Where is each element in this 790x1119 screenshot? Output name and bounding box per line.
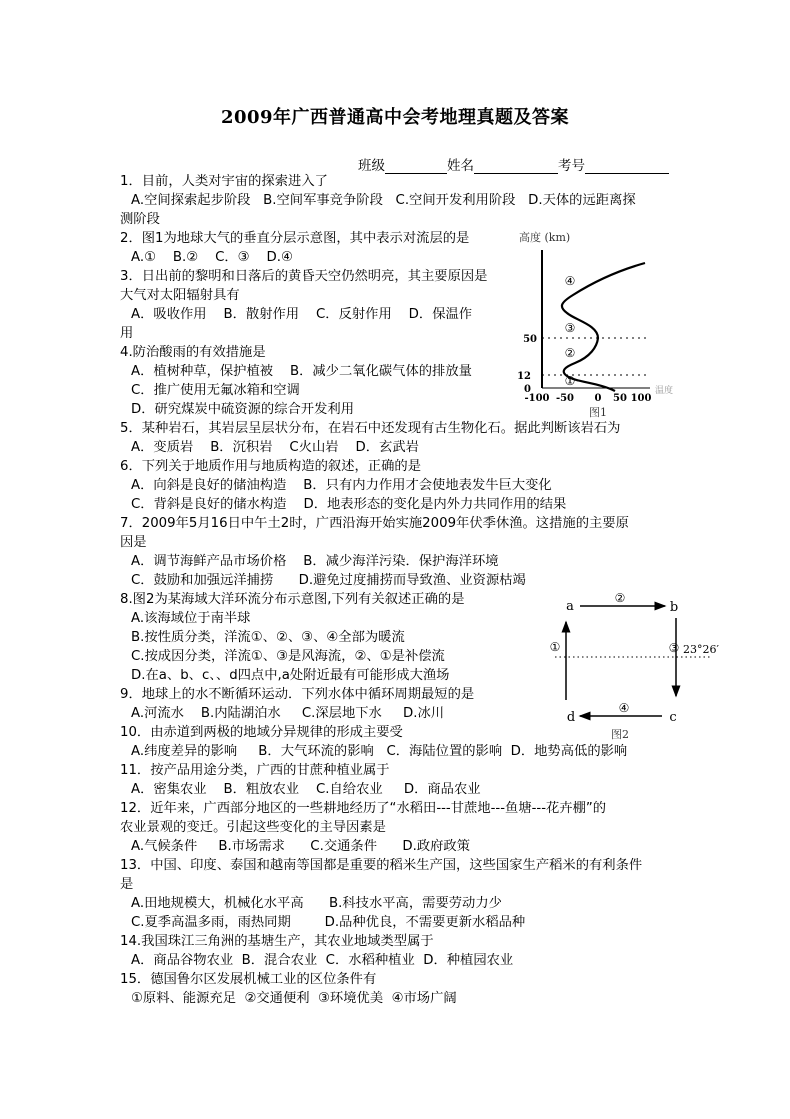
question-1-stem: 1．目前，人类对宇宙的探索进入了 (120, 174, 328, 189)
figure-1-atmosphere-chart (505, 225, 695, 425)
question-15-options: ①原料、能源充足 ②交通便利 ③环境优美 ④市场广阔 (131, 991, 457, 1006)
point-a: a (566, 599, 574, 614)
question-4-options: A．植树种草，保护植被 B．减少二氧化碳气体的排放量 (131, 364, 472, 379)
figure-1-caption: 图1 (589, 406, 607, 419)
x-tick: 50 (613, 393, 627, 404)
point-c: c (669, 710, 677, 725)
question-9-stem: 9．地球上的水不断循环运动．下列水体中循环周期最短的是 (120, 687, 475, 702)
question-2-options: A.① B.② C．③ D.④ (131, 250, 293, 265)
latitude-label: 23°26′ (683, 643, 719, 656)
x-tick: -50 (555, 393, 575, 404)
question-6-stem: 6．下列关于地质作用与地质构造的叙述，正确的是 (120, 459, 421, 474)
figure-1-x-label: 温度 (655, 386, 674, 396)
layer-label-4: ④ (564, 274, 576, 288)
question-8-options: A.该海域位于南半球 (131, 611, 251, 626)
figure-2-caption: 图2 (611, 728, 629, 741)
student-info-line (358, 154, 669, 174)
question-3-continuation: 用 (120, 326, 134, 341)
question-8-options: D.在a、b、c、、d四点中,a处附近最有可能形成大渔场 (131, 668, 450, 683)
question-13-stem: 13．中国、印度、泰国和越南等国都是重要的稻米生产国，这些国家生产稻米的有利条件 (120, 858, 643, 873)
question-14-stem: 14.我国珠江三角洲的基塘生产，其农业地域类型属于 (120, 934, 434, 949)
x-tick: 100 (630, 393, 652, 404)
question-14-options: A．商品谷物农业 B．混合农业 C．水稻种植业 D．种植园农业 (131, 953, 514, 968)
y-tick-50: 50 (523, 334, 537, 345)
question-1-continuation: 测阶段 (120, 212, 160, 227)
question-11-options: A．密集农业 B．粗放农业 C.自给农业 D．商品农业 (131, 782, 481, 797)
question-12-stem: 农业景观的变迁。引起这些变化的主导因素是 (120, 820, 386, 835)
question-12-stem: 12．近年来，广西部分地区的一些耕地经历了“水稻田---甘蔗地---鱼塘---花卉棚”的 (120, 801, 607, 816)
question-4-options: D．研究煤炭中硫资源的综合开发利用 (131, 402, 354, 417)
question-6-options: C．背斜是良好的储水构造 D．地表形态的变化是内外力共同作用的结果 (131, 497, 567, 512)
current-label-4: ④ (618, 701, 630, 715)
figure-1-y-label: 高度 (km) (519, 231, 571, 244)
question-7-stem: 因是 (120, 535, 147, 550)
question-3-options: A．吸收作用 B．散射作用 C．反射作用 D．保温作 (131, 307, 473, 322)
question-10-stem: 10．由赤道到两极的地域分异规律的形成主要受 (120, 725, 403, 740)
question-8-options: C.按成因分类，洋流①、③是风海流，②、①是补偿流 (131, 649, 445, 664)
point-b: b (669, 600, 679, 615)
question-5-stem: 5．某种岩石，其岩层呈层状分布，在岩石中还发现有古生物化石。据此判断该岩石为 (120, 421, 621, 436)
question-13-options: A.田地规模大，机械化水平高 B.科技水平高，需要劳动力少 (131, 896, 502, 911)
question-6-options: A．向斜是良好的储油构造 B．只有内力作用才会使地表发牛巨大变化 (131, 478, 552, 493)
x-tick: 0 (594, 393, 602, 404)
x-tick: -100 (524, 393, 550, 404)
y-tick-0: 0 (524, 384, 531, 395)
page-title: 2009年广西普通高中会考地理真题及答案 (220, 107, 570, 128)
figure-2-ocean-current-diagram (540, 588, 790, 743)
current-label-3: ③ (668, 641, 680, 655)
question-2-stem: 2．图1为地球大气的垂直分层示意图，其中表示对流层的是 (120, 231, 470, 246)
question-8-stem: 8.图2为某海域大洋环流分布示意图,下列有关叙述正确的是 (120, 592, 465, 607)
question-9-options: A.河流水 B.内陆湖泊水 C.深层地下水 D.冰川 (131, 706, 445, 721)
question-13-options: C.夏季高温多雨，雨热同期 D.品种优良，不需要更新水稻品种 (131, 915, 526, 930)
question-8-options: B.按性质分类，洋流①、②、③、④全部为暖流 (131, 630, 405, 645)
layer-label-2: ② (564, 346, 576, 360)
question-4-options: C．推广使用无氟冰箱和空调 (131, 383, 300, 398)
id-label: 考号 (558, 158, 585, 174)
question-4-stem: 4.防治酸雨的有效措施是 (120, 345, 266, 360)
layer-label-1: ① (564, 374, 576, 388)
question-3-stem: 大气对太阳辐射具有 (120, 288, 240, 303)
question-3-stem: 3．日出前的黎明和日落后的黄昏天空仍然明亮，其主要原因是 (120, 269, 488, 284)
current-label-1: ① (549, 640, 561, 654)
question-7-options: C．鼓励和加强远洋捕捞 D.避免过度捕捞而导致渔、业资源枯竭 (131, 573, 526, 588)
name-label: 姓名 (447, 158, 474, 174)
question-15-stem: 15．德国鲁尔区发展机械工业的区位条件有 (120, 972, 377, 987)
class-label: 班级 (358, 158, 385, 174)
question-7-stem: 7．2009年5月16日中午土2时，广西沿海开始实施2009年伏季休渔。这措施的主要原 (120, 516, 629, 531)
question-12-options: A.气候条件 B.市场需求 C.交通条件 D.政府政策 (131, 839, 471, 854)
question-11-stem: 11．按产品用途分类，广西的甘蔗种植业属于 (120, 763, 390, 778)
question-5-options: A．变质岩 B．沉积岩 C火山岩 D．玄武岩 (131, 440, 419, 455)
current-label-2: ② (614, 591, 626, 605)
question-7-options: A．调节海鲜产品市场价格 B．减少海洋污染．保护海洋环境 (131, 554, 499, 569)
question-1-options: A.空间探索起步阶段 B.空间军事竞争阶段 C.空间开发利用阶段 D.天体的远距离探 (131, 193, 636, 208)
y-tick-12: 12 (517, 371, 531, 382)
point-d: d (566, 710, 576, 725)
question-10-options: A.纬度差异的影响 B．大气环流的影响 C．海陆位置的影响 D．地势高低的影响 (131, 744, 628, 759)
question-13-stem: 是 (120, 877, 134, 892)
layer-label-3: ③ (564, 321, 576, 335)
